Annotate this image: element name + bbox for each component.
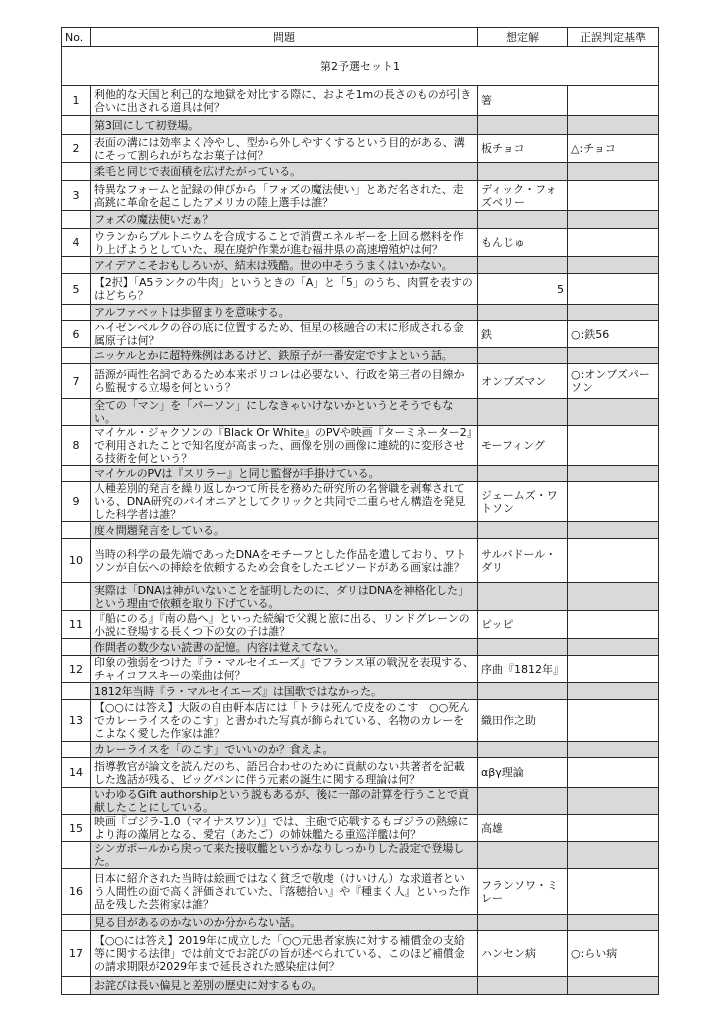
note-answer-blank <box>478 788 568 815</box>
question-note: 見る目があるのかないのか分からない話。 <box>91 915 478 931</box>
note-number-blank <box>62 116 91 135</box>
judging-criteria <box>568 274 659 305</box>
question-note: 実際は「DNAは神がいないことを証明したのに、ダリはDNAを神格化した」という理由で依頼を取り下げている。 <box>91 583 478 611</box>
note-row <box>62 257 659 274</box>
note-row <box>62 348 659 364</box>
question-note: カレーライスを「のこす」でいいのか？食えよ。 <box>91 742 478 758</box>
question-text: ウランからプルトニウムを合成することで消費エネルギーを上回る燃料を作り上げようとしていた、現在廃炉作業が進む福井県の高速増殖炉は何？ <box>91 229 478 257</box>
question-text: 【○○には答え】2019年に成立した「○○元患者家族に対する補償金の支給等に関する法律」では前文でお詫びの旨が述べられている、このほど補償金の請求期限が2029年まで延長された感染症は何？ <box>91 931 478 977</box>
expected-answer: 序曲『1812年』 <box>478 656 568 683</box>
expected-answer: ジェームズ・ワトソン <box>478 482 568 522</box>
note-answer-blank <box>478 466 568 482</box>
question-number: 1 <box>62 86 91 116</box>
note-answer-blank <box>478 257 568 274</box>
note-answer-blank <box>478 915 568 931</box>
note-row <box>62 977 659 995</box>
question-row <box>62 86 659 116</box>
note-row <box>62 163 659 181</box>
note-criteria-blank <box>568 522 659 539</box>
note-criteria-blank <box>568 211 659 229</box>
note-criteria-blank <box>568 977 659 995</box>
question-row <box>62 869 659 915</box>
question-number: 17 <box>62 931 91 977</box>
note-answer-blank <box>478 977 568 995</box>
question-note: 柔毛と同じで表面積を広げたがっている。 <box>91 163 478 181</box>
question-row <box>62 700 659 742</box>
question-text: 印象の強弱をつけた『ラ・マルセイエーズ』でフランス軍の戦況を表現する、チャイコフスキーの楽曲は何？ <box>91 656 478 683</box>
question-note: 作問者の数少ない読書の記憶。内容は覚えてない。 <box>91 639 478 656</box>
note-number-blank <box>62 683 91 700</box>
note-row <box>62 583 659 611</box>
note-number-blank <box>62 211 91 229</box>
note-answer-blank <box>478 163 568 181</box>
question-number: 13 <box>62 700 91 742</box>
note-row <box>62 742 659 758</box>
question-note: アイデアこそおもしろいが、結末は残酷。世の中そううまくはいかない。 <box>91 257 478 274</box>
note-answer-blank <box>478 522 568 539</box>
question-number: 16 <box>62 869 91 915</box>
note-row <box>62 788 659 815</box>
judging-criteria <box>568 656 659 683</box>
note-criteria-blank <box>568 399 659 426</box>
question-number: 14 <box>62 758 91 788</box>
expected-answer: 高雄 <box>478 815 568 842</box>
question-row <box>62 364 659 399</box>
question-number: 6 <box>62 321 91 348</box>
question-note: 度々問題発言をしている。 <box>91 522 478 539</box>
question-note: シンガポールから戻って来た接収艦というかなりしっかりした設定で登場した。 <box>91 842 478 869</box>
note-number-blank <box>62 348 91 364</box>
expected-answer: モーフィング <box>478 426 568 466</box>
note-answer-blank <box>478 583 568 611</box>
note-answer-blank <box>478 305 568 321</box>
note-criteria-blank <box>568 466 659 482</box>
expected-answer: 箸 <box>478 86 568 116</box>
question-note: 1812年当時『ラ・マルセイエーズ』は国歌ではなかった。 <box>91 683 478 700</box>
judging-criteria <box>568 426 659 466</box>
expected-answer: ピッピ <box>478 611 568 639</box>
note-row <box>62 522 659 539</box>
judging-criteria <box>568 869 659 915</box>
note-number-blank <box>62 522 91 539</box>
expected-answer: もんじゅ <box>478 229 568 257</box>
question-number: 3 <box>62 181 91 211</box>
question-text: 映画『ゴジラ-1.0（マイナスワン）』では、主砲で応戦するもゴジラの熱線により海の藻屑となる、愛宕（あたご）の姉妹艦たる重巡洋艦は何？ <box>91 815 478 842</box>
note-criteria-blank <box>568 257 659 274</box>
header-answer: 想定解 <box>478 28 568 47</box>
quiz-table <box>61 27 659 995</box>
question-number: 12 <box>62 656 91 683</box>
note-criteria-blank <box>568 305 659 321</box>
judging-criteria <box>568 700 659 742</box>
question-row <box>62 482 659 522</box>
note-criteria-blank <box>568 742 659 758</box>
expected-answer: 板チョコ <box>478 135 568 163</box>
note-criteria-blank <box>568 348 659 364</box>
question-row <box>62 274 659 305</box>
note-answer-blank <box>478 399 568 426</box>
set-title-row <box>62 47 659 86</box>
question-note: いわゆるGift authorshipという説もあるが、後に一部の計算を行うことで貢献したことにしている。 <box>91 788 478 815</box>
note-row <box>62 639 659 656</box>
question-note: アルファベットは歩留まりを意味する。 <box>91 305 478 321</box>
note-criteria-blank <box>568 788 659 815</box>
question-text: 表面の溝には効率よく冷やし、型から外しやすくするという目的がある、溝にそって割られがちなお菓子は何？ <box>91 135 478 163</box>
note-answer-blank <box>478 683 568 700</box>
question-note: お詫びは長い偏見と差別の歴史に対するもの。 <box>91 977 478 995</box>
question-text: ハイゼンベルクの谷の底に位置するため、恒星の核融合の末に形成される金属原子は何？ <box>91 321 478 348</box>
question-text: 語源が両性名詞であるため本来ポリコレは必要ない、行政を第三者の目線から監視する立場を何という？ <box>91 364 478 399</box>
question-text: 日本に紹介された当時は絵画ではなく貧乏で敬虔（けいけん）な求道者という人間性の面で高く評価されていた、『落穂拾い』や『種まく人』といった作品を残した芸術家は誰？ <box>91 869 478 915</box>
question-number: 4 <box>62 229 91 257</box>
note-number-blank <box>62 915 91 931</box>
question-row <box>62 611 659 639</box>
question-row <box>62 758 659 788</box>
expected-answer: オンブズマン <box>478 364 568 399</box>
question-row <box>62 931 659 977</box>
note-row <box>62 116 659 135</box>
note-number-blank <box>62 399 91 426</box>
note-criteria-blank <box>568 915 659 931</box>
judging-criteria <box>568 86 659 116</box>
question-row <box>62 229 659 257</box>
question-note: フォズの魔法使いだぁ？ <box>91 211 478 229</box>
note-number-blank <box>62 788 91 815</box>
question-number: 10 <box>62 539 91 583</box>
judging-criteria: △:チョコ <box>568 135 659 163</box>
note-answer-blank <box>478 639 568 656</box>
note-row <box>62 399 659 426</box>
note-row <box>62 842 659 869</box>
expected-answer: サルバドール・ダリ <box>478 539 568 583</box>
note-criteria-blank <box>568 683 659 700</box>
expected-answer: ディック・フォズベリー <box>478 181 568 211</box>
question-number: 8 <box>62 426 91 466</box>
question-note: マイケルのPVは『スリラー』と同じ監督が手掛けている。 <box>91 466 478 482</box>
expected-answer: フランソワ・ミレー <box>478 869 568 915</box>
note-number-blank <box>62 842 91 869</box>
judging-criteria <box>568 482 659 522</box>
question-row <box>62 181 659 211</box>
header-no: No. <box>62 28 91 47</box>
note-answer-blank <box>478 742 568 758</box>
judging-criteria: ○:オンブズパーソン <box>568 364 659 399</box>
question-text: 人種差別的発言を繰り返しかつて所長を務めた研究所の名誉職を剥奪されている、DNA研究のパイオニアとしてクリックと共同で二重らせん構造を発見した科学者は誰？ <box>91 482 478 522</box>
note-row <box>62 211 659 229</box>
note-number-blank <box>62 257 91 274</box>
question-number: 15 <box>62 815 91 842</box>
note-number-blank <box>62 583 91 611</box>
question-row <box>62 321 659 348</box>
question-text: 指導教官が論文を読んだのち、語呂合わせのために貢献のない共著者を記載した逸話が残る、ビッグバンに伴う元素の誕生に関する理論は何？ <box>91 758 478 788</box>
question-number: 5 <box>62 274 91 305</box>
question-row <box>62 815 659 842</box>
question-number: 2 <box>62 135 91 163</box>
judging-criteria <box>568 229 659 257</box>
note-number-blank <box>62 977 91 995</box>
expected-answer: ハンセン病 <box>478 931 568 977</box>
expected-answer: 5 <box>478 274 568 305</box>
note-answer-blank <box>478 348 568 364</box>
note-row <box>62 466 659 482</box>
note-criteria-blank <box>568 116 659 135</box>
note-criteria-blank <box>568 163 659 181</box>
question-text: 特異なフォームと記録の伸びから「フォズの魔法使い」とあだ名された、走高跳に革命を起こしたアメリカの陸上選手は誰？ <box>91 181 478 211</box>
question-row <box>62 135 659 163</box>
note-answer-blank <box>478 211 568 229</box>
question-row <box>62 656 659 683</box>
question-note: 第3回にして初登場。 <box>91 116 478 135</box>
expected-answer: 織田作之助 <box>478 700 568 742</box>
question-number: 7 <box>62 364 91 399</box>
judging-criteria <box>568 181 659 211</box>
question-text: 利他的な天国と利己的な地獄を対比する際に、およそ1mの長さのものが引き合いに出される道具は何？ <box>91 86 478 116</box>
note-row <box>62 683 659 700</box>
note-answer-blank <box>478 842 568 869</box>
note-number-blank <box>62 305 91 321</box>
question-text: 【○○には答え】大阪の自由軒本店には「トラは死んで皮をのこす ○○死んでカレーライスをのこす」と書かれた写真が飾られている、名物のカレーをこよなく愛した作家は誰？ <box>91 700 478 742</box>
note-number-blank <box>62 639 91 656</box>
header-criteria: 正誤判定基準 <box>568 28 659 47</box>
note-number-blank <box>62 163 91 181</box>
question-row <box>62 539 659 583</box>
header-question: 問題 <box>91 28 478 47</box>
note-criteria-blank <box>568 842 659 869</box>
judging-criteria: ○:鉄56 <box>568 321 659 348</box>
question-note: 全ての「マン」を「パーソン」にしなきゃいけないかというとそうでもない。 <box>91 399 478 426</box>
note-answer-blank <box>478 116 568 135</box>
header-row <box>62 28 659 47</box>
question-text: 当時の科学の最先端であったDNAをモチーフとした作品を遺しており、ワトソンが自伝への挿絵を依頼するため会食をしたエピソードがある画家は誰？ <box>91 539 478 583</box>
question-row <box>62 426 659 466</box>
expected-answer: 鉄 <box>478 321 568 348</box>
judging-criteria <box>568 539 659 583</box>
question-number: 11 <box>62 611 91 639</box>
judging-criteria <box>568 611 659 639</box>
judging-criteria: ○:らい病 <box>568 931 659 977</box>
note-row <box>62 915 659 931</box>
question-text: 『船にのる』『南の島へ』といった続編で父親と旅に出る、リンドグレーンの小説に登場する長くつ下の女の子は誰？ <box>91 611 478 639</box>
question-note: ニッケルとかに超特殊例はあるけど、鉄原子が一番安定ですよという話。 <box>91 348 478 364</box>
question-text: 【2択】「A5ランクの牛肉」というときの「A」と「5」のうち、肉質を表すのはどちら？ <box>91 274 478 305</box>
question-number: 9 <box>62 482 91 522</box>
note-number-blank <box>62 742 91 758</box>
question-text: マイケル・ジャクソンの『Black Or White』のPVや映画『ターミネーター2』で利用されたことで知名度が高まった、画像を別の画像に連続的に変形させる技術を何という？ <box>91 426 478 466</box>
set-title: 第2予選セット1 <box>62 47 659 86</box>
note-row <box>62 305 659 321</box>
note-criteria-blank <box>568 639 659 656</box>
judging-criteria <box>568 758 659 788</box>
note-number-blank <box>62 466 91 482</box>
expected-answer: αβγ理論 <box>478 758 568 788</box>
judging-criteria <box>568 815 659 842</box>
note-criteria-blank <box>568 583 659 611</box>
